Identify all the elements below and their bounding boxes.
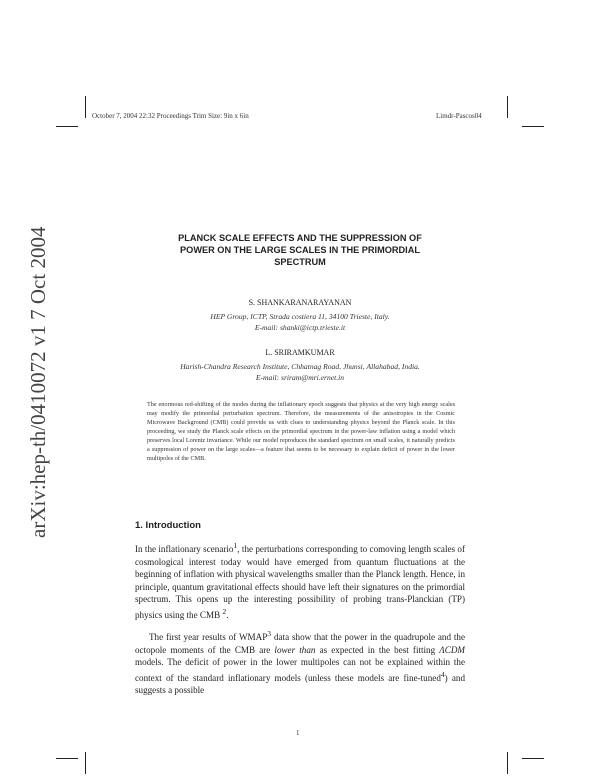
crop-mark-top-right-v: [507, 96, 508, 118]
running-header-right: Limdr-Pascos04: [436, 112, 482, 120]
crop-mark-top-right-h: [522, 126, 544, 127]
crop-mark-top-left-h: [56, 126, 78, 127]
crop-mark-bottom-right-v: [507, 752, 508, 774]
crop-mark-bottom-left-v: [85, 752, 86, 774]
crop-mark-bottom-left-h: [56, 758, 78, 759]
page-number: 1: [296, 729, 300, 737]
author-email: E-mail: shanki@ictp.trieste.it: [254, 323, 346, 332]
running-header-left: October 7, 2004 22:32 Proceedings Trim Size: 9in x 6in: [92, 112, 249, 120]
author-affiliation: HEP Group, ICTP, Strada costiera 11, 34100 Trieste, Italy.: [210, 312, 390, 321]
text-run: , the perturbations corresponding to comoving length scales of cosmological interest today would have emerged from quantum fluctuations at the beginning of inflation with physical wavelengths smaller than the Planck length. Hence, in principle, quantum gravitational effects should have left their signatures on the primordial spectrum. This opens up the interesting possibility of probing trans-Planckian (TP) physics using the CMB: [135, 544, 465, 620]
arxiv-sidebar: [26, 208, 52, 538]
title-line: POWER ON THE LARGE SCALES IN THE PRIMORDIAL: [180, 245, 420, 255]
abstract: The enormous red-shifting of the modes during the inflationary epoch suggests that physics at the very high energy scales may modify the primordial perturbation spectrum. Therefore, the measurements of the anisotropies in the Cosmic Microwave Background (CMB) could provide us with clues to understanding physics beyond the Planck scale. In this proceeding, we study the Planck scale effects on the primordial spectrum in the power-law inflation using a model which preserves local Lorentz invariance. While our model reproduces the standard spectrum on small scales, it naturally predicts a suppression of power on the large scales—a feature that seems to be necessary to explain deficit of power in the lower multipoles of the CMB.: [147, 401, 455, 462]
author-name: S. SHANKARANARAYANAN: [248, 298, 352, 307]
author-name: L. SRIRAMKUMAR: [265, 348, 335, 357]
arxiv-identifier: arXiv:hep-th/0410072 v1 7 Oct 2004: [26, 226, 50, 538]
crop-mark-top-left-v: [85, 96, 86, 118]
body-paragraph: [135, 540, 465, 621]
text-run: The first year results of WMAP: [149, 632, 268, 643]
text-run: ) and suggests a possible: [135, 672, 466, 696]
author-affiliation: Harish-Chandra Research Institute, Chhatnag Road, Jhunsi, Allahabad, India.: [180, 362, 420, 371]
title-line: PLANCK SCALE EFFECTS AND THE SUPPRESSION OF: [178, 233, 422, 243]
section-heading: 1. Introduction: [135, 520, 201, 531]
emphasis: lower than: [274, 644, 316, 655]
paper-title: [140, 232, 460, 268]
body-paragraph: [135, 628, 465, 697]
text-run: data show that the power in the quadrupole and the octopole moments of the CMB are: [135, 632, 466, 655]
text-run: models. The deficit of power in the lower multipoles can not be explained within the context of the standard inflationary models (unless these models are fine-tuned: [135, 657, 465, 683]
citation-ref: 3: [267, 629, 272, 638]
crop-mark-bottom-right-h: [522, 758, 544, 759]
title-line: SPECTRUM: [274, 257, 326, 267]
text-run: In the inflationary scenario: [135, 544, 234, 555]
text-run: as expected in the best fitting: [315, 644, 440, 655]
author-email: E-mail: sriram@mri.ernet.in: [255, 373, 345, 382]
citation-ref: 1: [233, 541, 238, 550]
model-name: ΛCDM: [439, 644, 465, 655]
citation-ref: 4: [440, 669, 445, 679]
citation-ref: 2: [222, 606, 227, 616]
text-run: .: [226, 609, 229, 620]
